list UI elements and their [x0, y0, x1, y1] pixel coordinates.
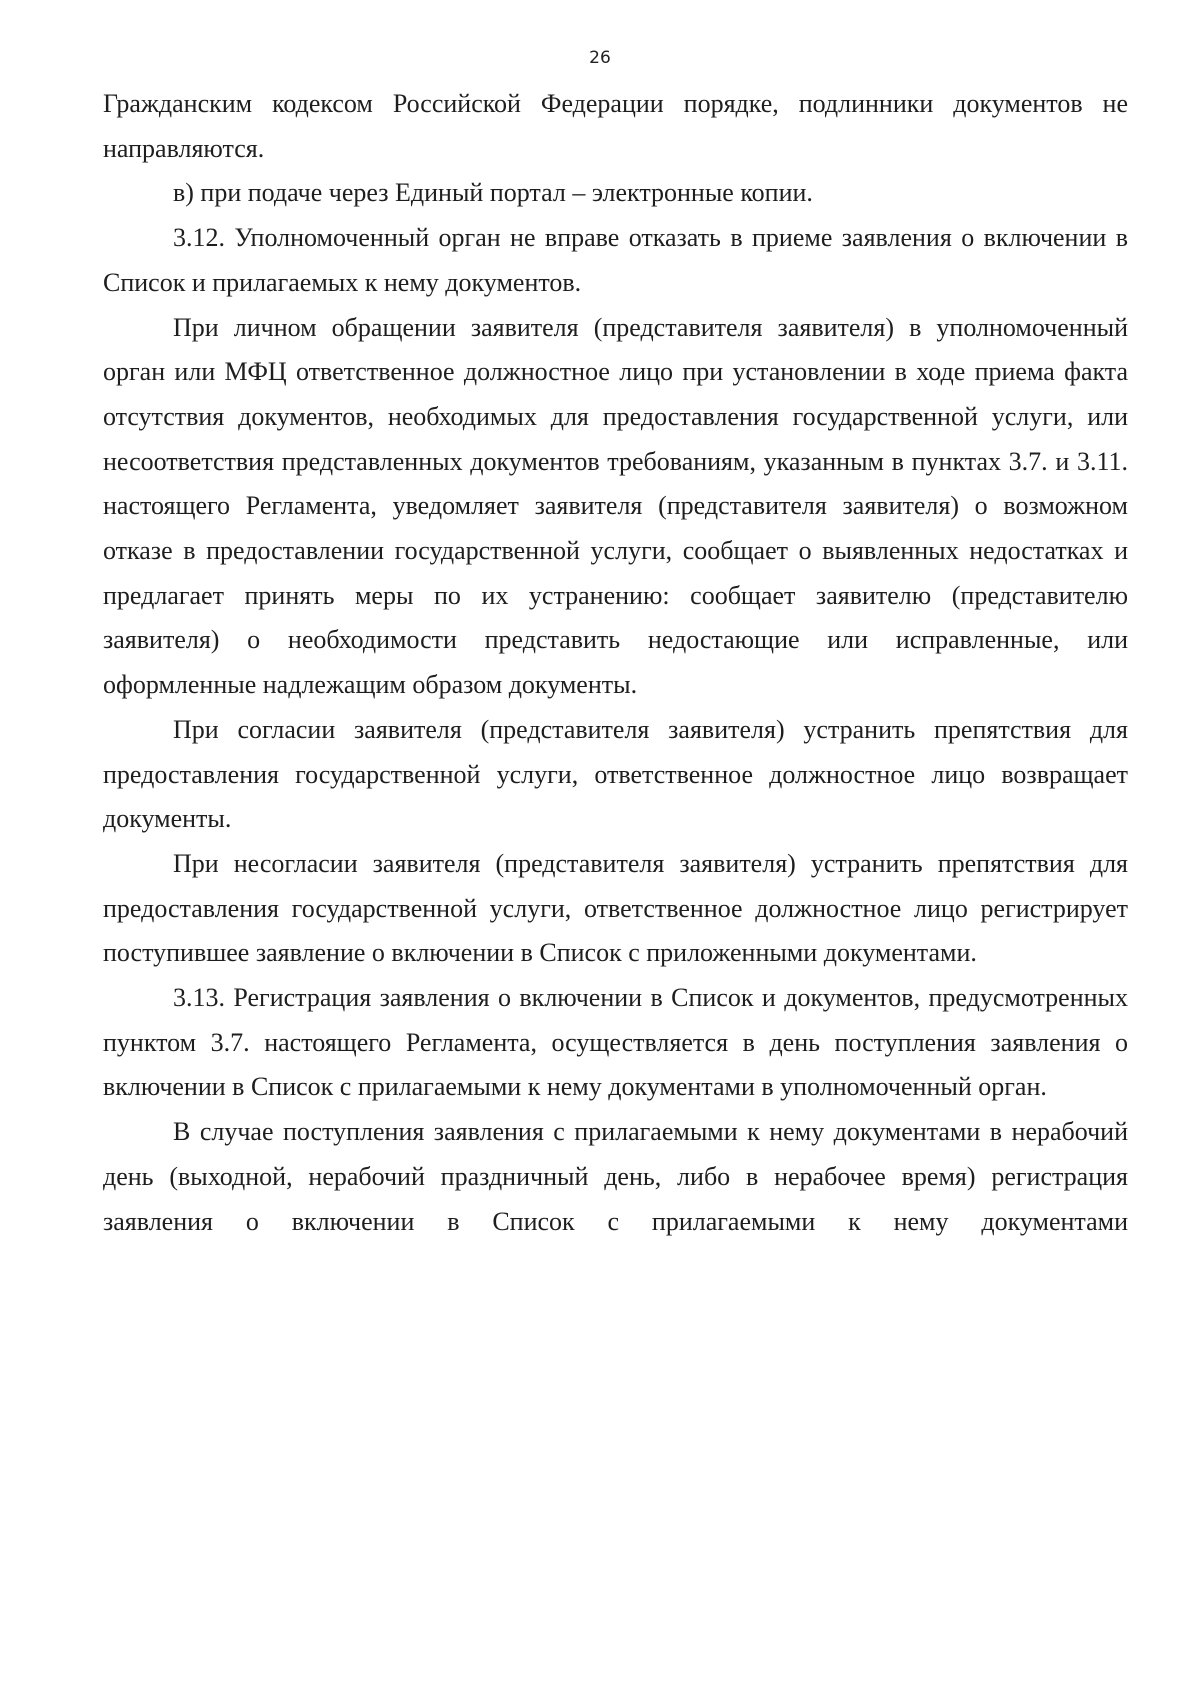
paragraph-consent: При согласии заявителя (представителя заявителя) устранить препятствия для предоставления государственной услуги, ответственное должностное лицо возвращает документы. — [103, 714, 1128, 834]
page-number: 26 — [589, 48, 611, 68]
paragraph-personal-appeal: При личном обращении заявителя (представителя заявителя) в уполномоченный орган или МФЦ ответственное должностное лицо при установлении в ходе приема факта отсутствия документов, необходимых для предоставления государственной услуги, или несоответствия представленных документов требованиям, указанным в пунктах 3.7. и 3.11. настоящего Регламента, уведомляет заявителя (представителя заявителя) о возможном отказе в предоставлении государственной услуги, сообщает о выявленных недостатках и предлагает принять меры по их устранению: сообщает заявителю (представителю заявителя) о необходимости представить недостающие или исправленные, или оформленные надлежащим образом документы. — [103, 312, 1128, 700]
paragraph-3-13: 3.13. Регистрация заявления о включении в Список и документов, предусмотренных пунктом 3.7. настоящего Регламента, осуществляется в день поступления заявления о включении в Список с прилагаемыми к нему документами в уполномоченный орган. — [103, 983, 1128, 1102]
paragraph-continuation: Гражданским кодексом Российской Федерации порядке, подлинники документов не направляются. — [103, 89, 1128, 163]
document-body — [103, 82, 1128, 1244]
paragraph-item-v: в) при подаче через Единый портал – электронные копии. — [173, 178, 813, 208]
paragraph-3-12: 3.12. Уполномоченный орган не вправе отказать в приеме заявления о включении в Список и прилагаемых к нему документов. — [103, 223, 1128, 297]
paragraph-non-working-day: В случае поступления заявления с прилагаемыми к нему документами в нерабочий день (выходной, нерабочий праздничный день, либо в нерабочее время) регистрация заявления о включении в Список с прилагаемыми к нему документами — [103, 1117, 1128, 1236]
paragraph-disagreement: При несогласии заявителя (представителя заявителя) устранить препятствия для предоставления государственной услуги, ответственное должностное лицо регистрирует поступившее заявление о включении в Список с приложенными документами. — [103, 848, 1128, 968]
